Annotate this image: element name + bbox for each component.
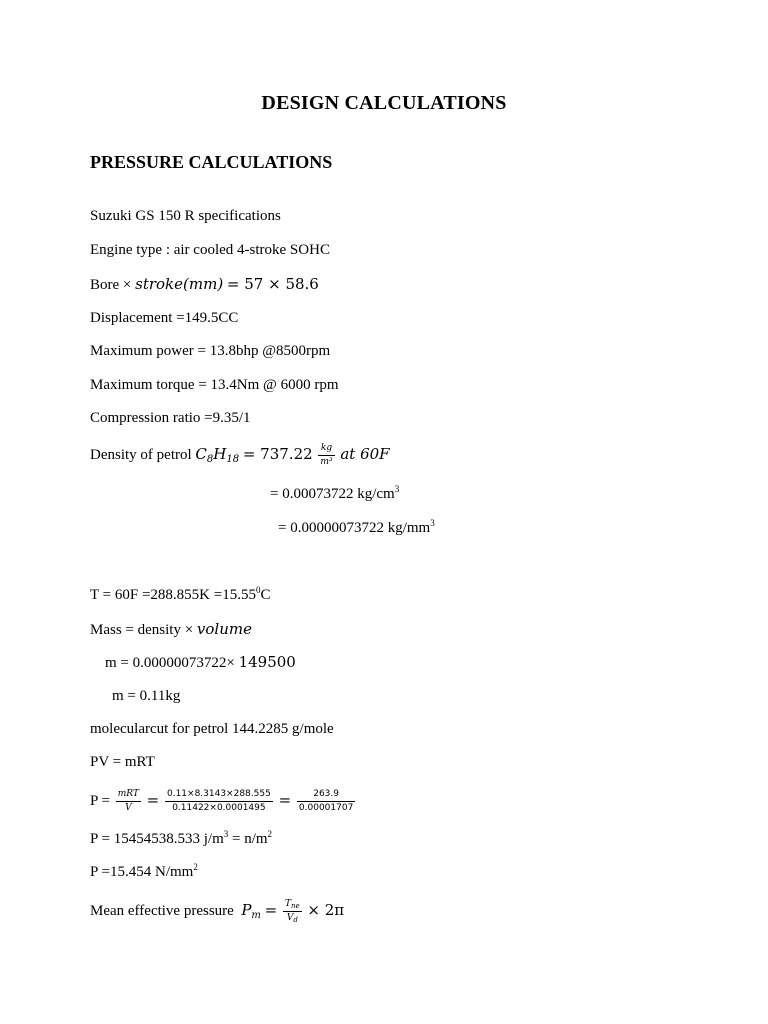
density-formula: $C_8H_{18}$ [195, 444, 240, 465]
pressure-nmm-line: P =15.454 $N/mm^2$ [90, 862, 198, 880]
pv-line: PV = mRT [90, 754, 155, 770]
bore-stroke-line [90, 274, 319, 295]
max-power-line: Maximum power = 13.8bhp @8500rpm [90, 343, 331, 359]
max-torque-line: Maximum torque = 13.4Nm @ 6000 rpm [90, 377, 339, 393]
displacement-line: Displacement =149.5CC [90, 310, 239, 326]
temperature-line: $T = 60F =288.855K =15.55^0C$ [90, 585, 271, 603]
page-title: DESIGN CALCULATIONS [261, 92, 507, 114]
mass-result-line: m = 0.11kg [112, 688, 181, 704]
bore-label: Bore × [90, 277, 132, 293]
specs-line: Suzuki GS 150 R specifications [90, 208, 281, 224]
density-line [90, 443, 390, 468]
density-unit-fraction: $\frac{kg}{\text{m³}}$ [320, 443, 333, 467]
bore-value: = 57 × 58.6 [226, 275, 319, 293]
pressure-fraction-1: $\frac{\text{mRT}}{V}$ [117, 789, 139, 813]
density-at: at 60F [340, 444, 390, 463]
pressure-result-line: P = 15454538.533 $j/m^3 = n/m^2$ [90, 829, 273, 847]
mass-calc-line: m = 0.00000073722× 149500 [105, 653, 296, 671]
engine-type-line: Engine type : air cooled 4-stroke SOHC [90, 242, 330, 258]
section-heading: PRESSURE CALCULATIONS [90, 152, 333, 172]
pressure-fraction-2: $\frac{0.11\times 8.3143\times 288.555}{0.11422\times 0.0001495}$ [166, 789, 271, 813]
density-label: Density of petrol [90, 446, 192, 463]
density-mm-line: = 0.00000073722 $kg/mm^3$ [278, 518, 435, 536]
mep-fraction: $\frac{T_{ne}}{V_d}$ [284, 899, 300, 924]
mass-line: Mass = density × volume [90, 620, 252, 638]
molecular-line: molecularcut for petrol 144.2285 g/mole [90, 721, 334, 737]
pressure-formula-line: P = $\frac{\text{mRT}}{V}$ = $\frac{0.11\times 8.3143\times 288.555}{0.11422\times 0.0001495}$ = $\frac{263.9}{0.00001707}$ [90, 789, 354, 813]
density-value: = 737.22 [242, 444, 313, 463]
mean-effective-pressure-line: Mean effective pressure $P_m$ = $\frac{T_{ne}}{V_d}$ × 2π [90, 899, 345, 924]
density-cm-line: = 0.00073722 $kg/cm^3$ [270, 484, 400, 502]
pressure-fraction-3: $\frac{263.9}{0.00001707}$ [298, 789, 354, 813]
bore-math: stroke(mm) [135, 275, 224, 293]
compression-ratio-line: Compression ratio =9.35/1 [90, 410, 251, 426]
